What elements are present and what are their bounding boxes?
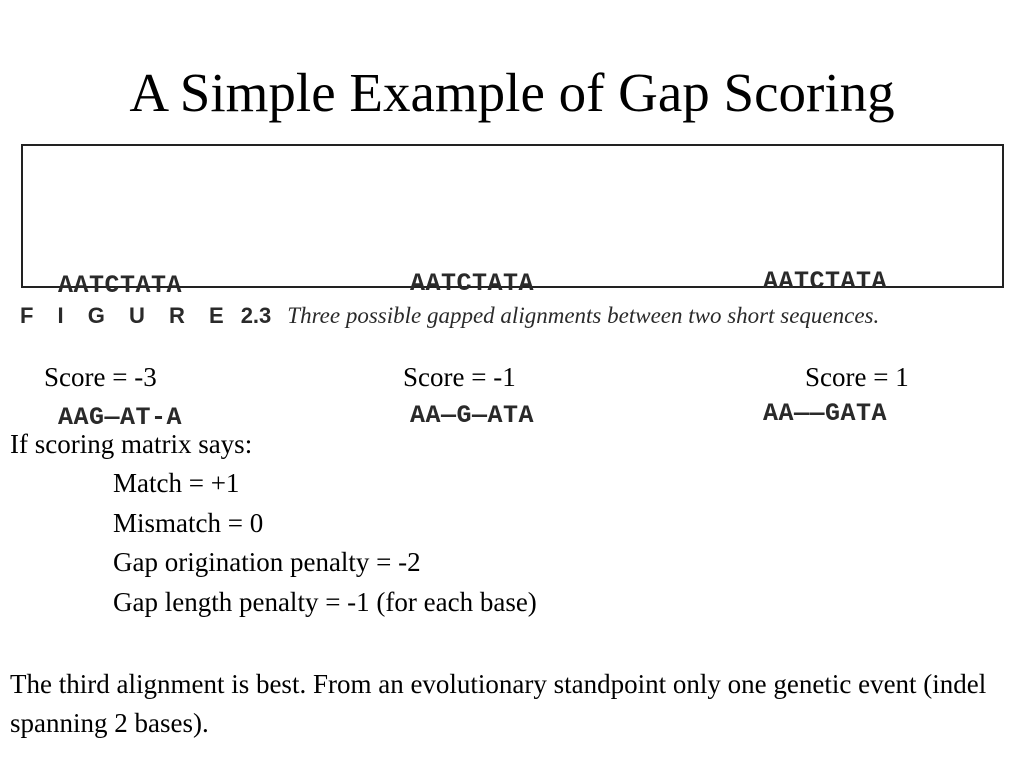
figure-caption-text: Three possible gapped alignments between two short sequences.: [287, 303, 880, 328]
score-alignment-2: Score = -1: [403, 362, 516, 392]
alignment-2-bottom: AA—G—ATA: [410, 401, 535, 430]
scoring-intro: If scoring matrix says:: [10, 429, 253, 459]
rule-match: Match = +1: [113, 468, 240, 498]
figure-caption-label: F I G U R E: [20, 303, 233, 328]
alignment-3-bottom: AA——GATA: [763, 399, 888, 428]
figure-caption-number: 2.3: [240, 303, 272, 328]
rule-gap-origination: Gap origination penalty = -2: [113, 547, 421, 577]
rule-mismatch: Mismatch = 0: [113, 507, 264, 538]
alignment-2-top: AATCTATA: [410, 269, 535, 298]
alignment-1-top: AATCTATA: [58, 271, 183, 300]
scoring-rules-list: [113, 464, 537, 622]
alignment-3: [763, 172, 887, 524]
conclusion-text: The third alignment is best. From an evolutionary standpoint only one genetic event (indel spanning 2 bases).: [10, 669, 987, 738]
rule-gap-length: Gap length penalty = -1 (for each base): [113, 586, 537, 617]
alignment-3-top: AATCTATA: [763, 267, 888, 296]
figure-caption: [20, 303, 879, 329]
slide-title: A Simple Example of Gap Scoring: [129, 62, 895, 123]
alignment-1-bottom: AAG—AT-A: [58, 403, 183, 432]
score-alignment-3: Score = 1: [805, 362, 909, 392]
score-alignment-1: Score = -3: [44, 362, 157, 392]
